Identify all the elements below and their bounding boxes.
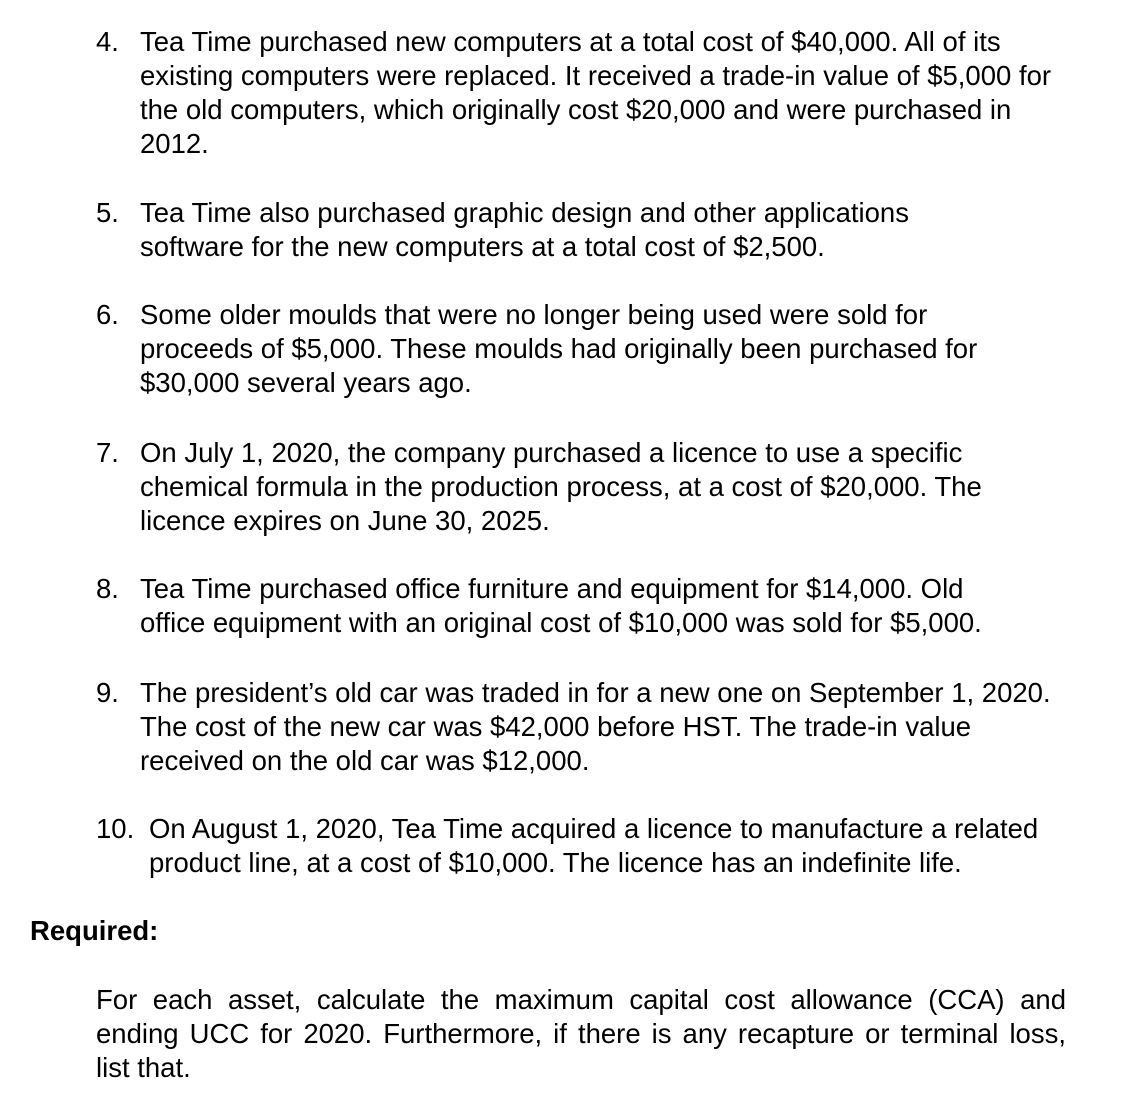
- list-item-text: The president’s old car was traded in for a new one on September 1, 2020. The cost of the new car was $42,000 before HST. The trade-in value received on the old car was $12,000.: [140, 677, 1051, 776]
- list-item-number: 7.: [96, 437, 119, 468]
- list-item-9: [96, 676, 1126, 778]
- required-text: For each asset, calculate the maximum capital cost allowance (CCA) and ending UCC for 2020. Furthermore, if there is any recapture or terminal loss, list that.: [96, 984, 1066, 1083]
- list-item-number: 10.: [96, 813, 135, 844]
- list-item-text: Some older moulds that were no longer being used were sold for proceeds of $5,000. These moulds had originally been purchased for $30,000 several years ago.: [140, 299, 978, 398]
- list-item-text: On July 1, 2020, the company purchased a licence to use a specific chemical formula in the production process, at a cost of $20,000. The licence expires on June 30, 2025.: [140, 437, 982, 536]
- list-item-number: 6.: [96, 299, 119, 330]
- list-item-number: 9.: [96, 677, 119, 708]
- list-item-text: Tea Time also purchased graphic design and other applications software for the new computers at a total cost of $2,500.: [140, 197, 909, 262]
- list-item-number: 4.: [96, 26, 119, 57]
- list-item-text: Tea Time purchased new computers at a total cost of $40,000. All of its existing computers were replaced. It received a trade-in value of $5,000 for the old computers, which originally cost $20,000 and were purchased in 2012.: [140, 26, 1052, 159]
- required-heading: Required:: [30, 915, 159, 946]
- list-item-text: On August 1, 2020, Tea Time acquired a licence to manufacture a related product line, at a cost of $10,000. The licence has an indefinite life.: [149, 813, 1039, 878]
- list-item-number: 8.: [96, 573, 119, 604]
- list-item-7: [96, 436, 1126, 538]
- list-item-6: [96, 298, 1126, 400]
- list-item-text: Tea Time purchased office furniture and equipment for $14,000. Old office equipment with an original cost of $10,000 was sold for $5,000.: [140, 573, 982, 638]
- list-item-4: [96, 25, 1126, 161]
- list-item-8: [96, 572, 1126, 640]
- list-item-5: [96, 196, 1126, 264]
- list-item-10: [96, 812, 1126, 880]
- list-item-number: 5.: [96, 197, 119, 228]
